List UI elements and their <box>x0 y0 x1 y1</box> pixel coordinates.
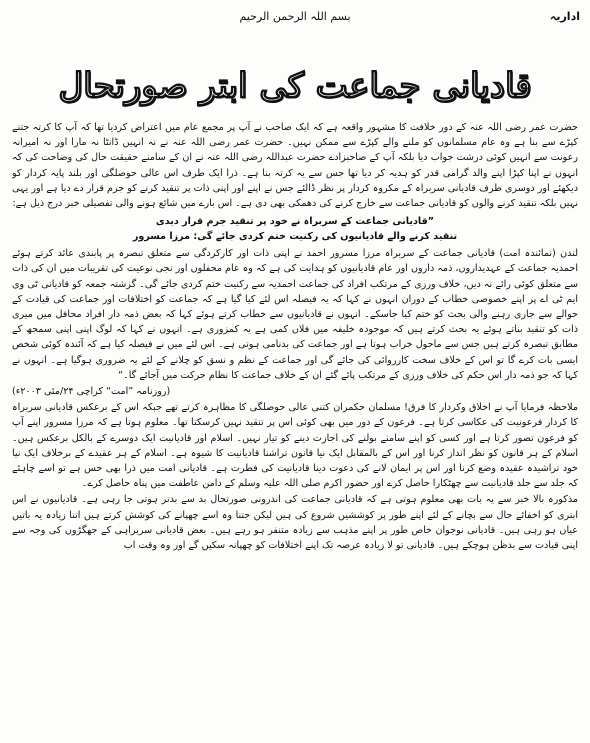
section-label: اداریہ <box>549 10 580 23</box>
news-subheadline: تنقید کرنے والے قادیانیوں کی رکنیت ختم کردی جائے گی: مرزا مسرور <box>132 231 458 243</box>
news-source: (روزنامہ ”امت“ کراچی ۲۴/مئی ۲۰۰۳ء) <box>12 386 171 398</box>
title-block <box>0 66 590 106</box>
news-headline: ”قادیانی جماعت کے سربراہ نے خود پر تنقید جرم قرار دیدی <box>155 216 435 228</box>
intro-paragraph: حضرت عمر رضی اللہ عنہ کے دور خلافت کا مشہور واقعہ ہے کہ ایک صاحب نے آپ پر مجمع عام میں اعتراض کردیا تھا کہ آپ کا کرتہ جتنے کپڑے سے بنا ہے وہ عام مسلمانوں کو ملنے والے کپڑے سے ممکن نہیں۔ حضرت عمر رضی اللہ عنہ نے نہ انہیں ڈانٹا نہ مارا اور نہ امیرانہ رعونت سے انہیں کوئی درشت جواب دیا بلکہ آپ کے صاحبزادے حضرت عبداللہ رضی اللہ عنہ نے ان کے سامنے حقیقت حال کی وضاحت کی کہ انہوں نے اپنا کپڑا اپنے والد گرامی قدر کو ہدیہ کر دیا تھا جس سے یہ کرتہ بنا ہے۔ ذرا ایک طرف اس عالی حوصلگی اور بلند پایہ کردار کو دیکھئے اور دوسری طرف قادیانی سربراہ کے مکروہ کردار پر نظر ڈالئے جس نے اپنے اور اپنی ذات پر تنقید کرنے کو جرم قرار دے دیا ہے اور یہی نہیں بلکہ تنقید کرنے والوں کو قادیانی جماعت سے خارج کرنے کی دھمکی بھی دی ہے۔ اس بارے میں شائع ہونے والی تفصیلی خبر درج ذیل ہے: <box>12 122 578 210</box>
article-title: قادیانی جماعت کی ابتر صورتحال <box>58 66 532 106</box>
page-header <box>0 8 590 30</box>
news-headlines <box>12 214 578 244</box>
commentary-paragraph: ملاحظہ فرمایا آپ نے اخلاق وکردار کا فرق! مسلمان حکمران کتنی عالی حوصلگی کا مظاہرہ کرتے تھے جبکہ اس کے برعکس قادیانی سربراہ کا کردار فرعونیت کی عکاسی کرتا ہے۔ فرعون کے دور میں بھی کوئی اس پر تنقید نہیں کرسکتا تھا۔ معلوم ہوتا ہے کہ مرزا مسرور اپنے آپ کو فرعون تصور کرتا ہے اور کسی کو اپنے سامنے بولنے کی اجازت دینے کو تیار نہیں۔ اسلام اور قادیانیت ایک دوسرے کے بالکل برعکس ہیں۔ اسلام کے ہر قانون کو نظر انداز کرنا اور اس کے بالمقابل ایک نیا قانون تراشنا قادیانیت کا شیوہ ہے۔ اسلام کے ہر عقیدے کے برخلاف ایک نیا خود تراشیدہ عقیدہ وضع کرنا اور اس پر ایمان لانے کی دعوت دینا قادیانیت کی فطرت ہے۔ قادیانی امت میں ذرا بھی حس ہے تو اسے چاہئے کہ جلد سے جلد قادیانیت سے چھٹکارا حاصل کرے اور حضور اکرم صلی اللہ علیہ وسلم کے دامن عاطفت میں پناہ حاصل کرے۔ <box>12 402 578 490</box>
closing-paragraph: مذکورہ بالا خبر سے یہ بات بھی معلوم ہوتی ہے کہ قادیانی جماعت کی اندرونی صورتحال بد سے بدتر ہوتی جا رہی ہے۔ قادیانیوں نے اس ابتری کو اخفائے حال سے بچانے کے لئے اپنے طور پر کوششیں شروع کی ہیں لیکن جتنا وہ اسے چھپانے کی کوشش کرتے ہیں اتنا زیادہ یہ باتیں عیاں ہو رہی ہیں۔ قادیانی نوجوان خاص طور پر اپنے مذہب سے زیادہ متنفر ہو رہے ہیں۔ بعض قادیانی سربراہی کے جھگڑوں کی وجہ سے اپنی قیادت سے بدظن ہوچکے ہیں۔ قادیانی تو لا زیادہ عرصہ تک اپنے اختلافات کو چھپانہ سکیں گے اور وہ وقت اب <box>12 494 578 552</box>
article-body <box>12 120 578 736</box>
bismillah: بسم اللہ الرحمن الرحیم <box>239 10 351 23</box>
news-body: لندن (نمائندہ امت) قادیانی جماعت کے سربراہ مرزا مسرور احمد نے اپنی ذات اور کارکردگی سے متعلق تبصرہ پر پابندی عائد کرتے ہوئے احمدیہ جماعت کے عہدیداروں، ذمہ داروں اور عام قادیانیوں کو ہدایت کی ہے کہ وہ عام محفلوں اور نجی نوعیت کی تقریبات میں ان کی ذات سے متعلق کوئی رائے نہ دیں، خلاف ورزی کے مرتکب افراد کی جماعت احمدیہ سے رکنیت ختم کردی جائے گی۔ گزشتہ جمعہ کو قادیانی ٹی وی ایم ٹی اے پر اپنے خصوصی خطاب کے دوران انہوں نے کہا کہ یہ فیصلہ اس لئے کیا گیا ہے کہ جماعت کو اختلافات اور جماعت کی قیادت کے حوالے سے جاری رہنے والی بحث کو ختم کیا جاسکے۔ انہوں نے قادیانیوں سے خطاب کرتے ہوئے کہا کہ بعض ذمہ دار افراد محافل میں میری ذات کو تنقید بناتے ہوئے یہ بحث کرتے ہیں کہ موجودہ خلیفہ میں فلاں کمی ہے یہ کمزوری ہے۔ انہوں نے کہا کہ لوگ اپنی اپنی سمجھ کے مطابق تبصرہ کرتے ہیں جس سے ماحول خراب ہوتا ہے اور جماعت کی بدنامی ہوتی ہے۔ اس لئے میں نے فیصلہ کیا ہے کہ آئندہ کوئی شخص ایسی بات کرے گا تو اس کے خلاف سخت کارروائی کی جائے گی اور جماعت کے نظم و نسق کو چلانے کے لئے یہ ضروری ہوگیا ہے۔ انہوں نے کہا کہ جو ذمہ دار اس حکم کی خلاف ورزی کے مرتکب پائے گئے ان کے خلاف جماعت کا نظام حرکت میں آجائے گا۔“ <box>12 248 578 381</box>
